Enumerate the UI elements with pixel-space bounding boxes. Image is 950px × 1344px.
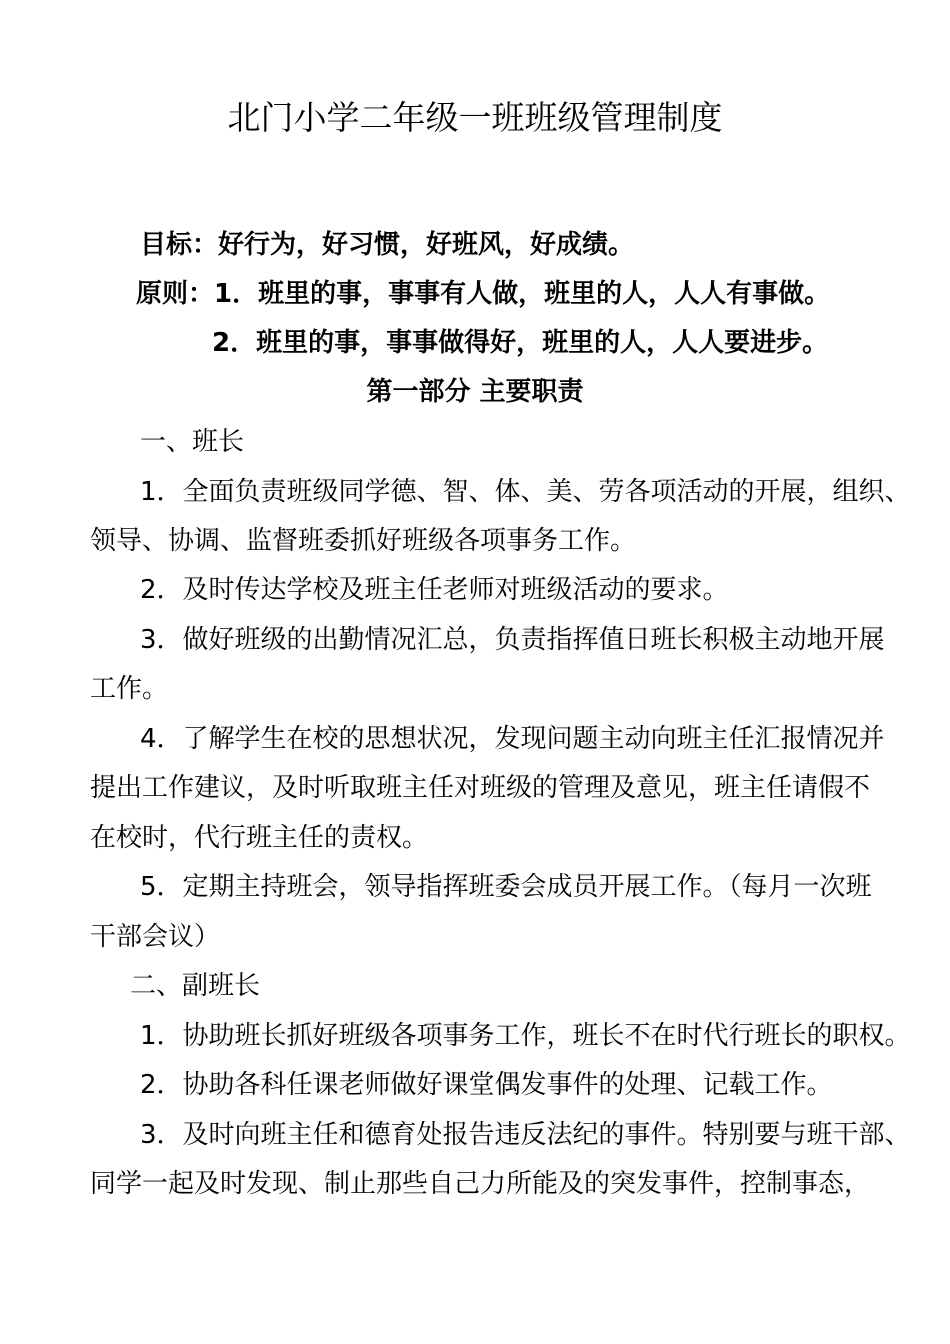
part-heading: 第一部分 主要职责	[366, 377, 584, 407]
monitor-item-5-line-1: 5．定期主持班会，领导指挥班委会成员开展工作。（每月一次班	[140, 872, 872, 902]
section-heading-monitor: 一、班长	[140, 427, 245, 457]
monitor-item-1-line-2: 领导、协调、监督班委抓好班级各项事务工作。	[90, 526, 637, 556]
principle-line-2: 2．班里的事，事事做得好，班里的人，人人要进步。	[212, 328, 829, 358]
monitor-item-3-line-2: 工作。	[90, 674, 169, 704]
principle-line-1: 原则：1．班里的事，事事有人做，班里的人，人人有事做。	[136, 279, 831, 309]
vice-monitor-item-2: 2．协助各科任课老师做好课堂偶发事件的处理、记载工作。	[140, 1070, 833, 1100]
vice-monitor-item-3-line-1: 3．及时向班主任和德育处报告违反法纪的事件。特别要与班干部、	[140, 1120, 911, 1150]
monitor-item-4-line-2: 提出工作建议，及时听取班主任对班级的管理及意见，班主任请假不	[90, 773, 871, 803]
monitor-item-2: 2．及时传达学校及班主任老师对班级活动的要求。	[140, 575, 729, 605]
section-heading-vice-monitor: 二、副班长	[130, 971, 261, 1001]
goal-line: 目标：好行为，好习惯，好班风，好成绩。	[140, 230, 635, 260]
vice-monitor-item-1: 1．协助班长抓好班级各项事务工作，班长不在时代行班长的职权。	[140, 1021, 911, 1051]
document-title: 北门小学二年级一班班级管理制度	[227, 98, 723, 137]
vice-monitor-item-3-line-2: 同学一起及时发现、制止那些自己力所能及的突发事件，控制事态，	[90, 1169, 871, 1199]
monitor-item-4-line-1: 4．了解学生在校的思想状况，发现问题主动向班主任汇报情况并	[140, 724, 885, 754]
monitor-item-1-line-1: 1．全面负责班级同学德、智、体、美、劳各项活动的开展，组织、	[140, 477, 911, 507]
monitor-item-3-line-1: 3．做好班级的出勤情况汇总，负责指挥值日班长积极主动地开展	[140, 625, 885, 655]
monitor-item-5-line-2: 干部会议）	[90, 922, 221, 952]
monitor-item-4-line-3: 在校时，代行班主任的责权。	[90, 823, 429, 853]
